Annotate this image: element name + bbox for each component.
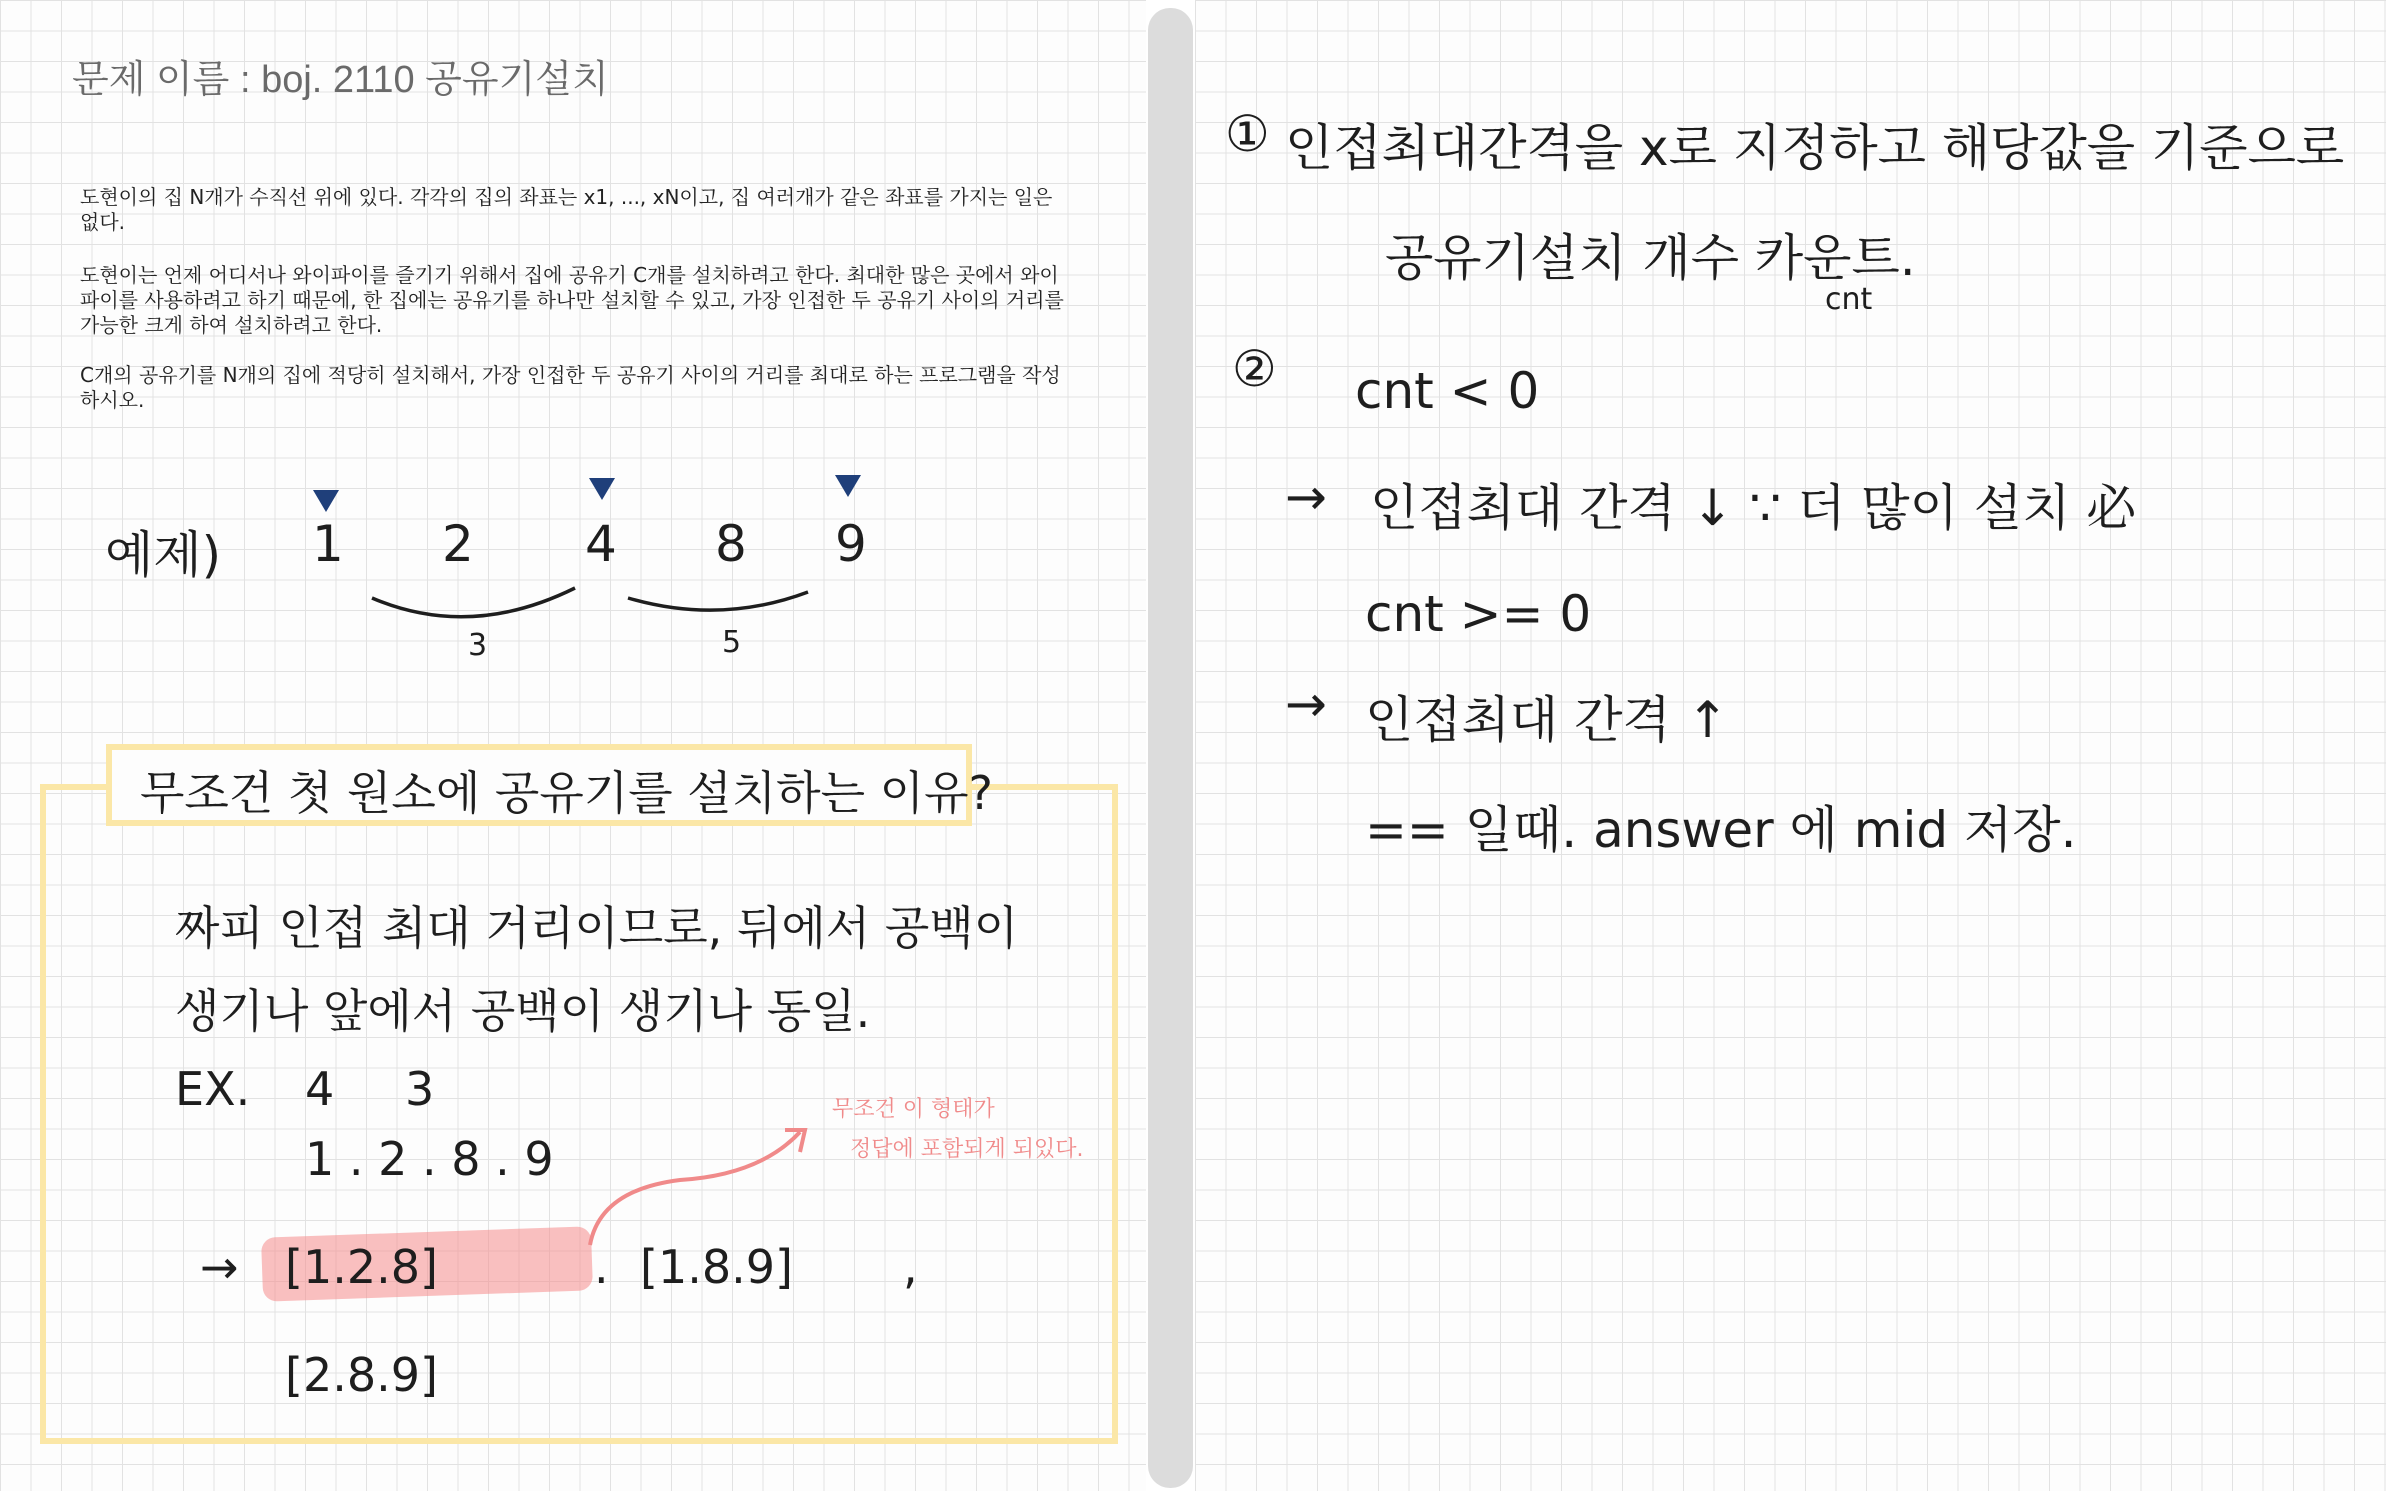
problem-paragraph-3: C개의 공유기를 N개의 집에 적당히 설치해서, 가장 인접한 두 공유기 사이의 거리를 최대로 하는 프로그램을 작성하시오. (80, 363, 1061, 412)
example-label-ex: EX. (175, 1062, 251, 1116)
result-2-arrow: → (1285, 675, 1327, 733)
result-arrow: → (200, 1240, 239, 1294)
step-1-line-2: 공유기설치 개수 카운트. (1385, 229, 1916, 287)
equality-case: == 일때. answer 에 mid 저장. (1365, 801, 2077, 859)
problem-paragraph-2: 도현이는 언제 어디서나 와이파이를 즐기기 위해서 집에 공유기 C개를 설치하려고 한다. 최대한 많은 곳에서 와이파이를 사용하려고 하기 때문에, 한 집에는 공유기를 하나만 설치할 수 있고, 가장 인접한 두 공유기 사이의 거리를 가능한 크게 하여 설치하려고 한다. (80, 263, 1064, 337)
explanation-line-1: 짜피 인접 최대 거리이므로, 뒤에서 공백이 (175, 901, 1019, 955)
example-number: 1 (312, 515, 344, 573)
separator: . (594, 1240, 609, 1294)
pink-annotation-1: 무조건 이 형태가 (832, 1097, 995, 1122)
example-number: 9 (835, 515, 867, 573)
separator: , (903, 1240, 918, 1294)
result-1: 인접최대 간격 ↓ ∵ 더 많이 설치 必 (1370, 479, 2137, 537)
result-2: 인접최대 간격 ↑ (1365, 691, 1729, 749)
example-number: 8 (715, 515, 747, 573)
explanation-line-2: 생기나 앞에서 공백이 생기나 동일. (175, 984, 871, 1038)
gap-value: 5 (722, 625, 742, 660)
pink-arrow (590, 1132, 800, 1245)
example-sequence: 1 . 2 . 8 . 9 (305, 1132, 554, 1186)
problem-title: 문제 이름 : boj. 2110 공유기설치 (72, 59, 609, 101)
example-c: 3 (405, 1062, 435, 1116)
combination-3: [2.8.9] (285, 1348, 438, 1402)
example-number: 2 (442, 515, 474, 573)
problem-paragraph-1: 도현이의 집 N개가 수직선 위에 있다. 각각의 집의 좌표는 x1, ..., xN이고, 집 여러개가 같은 좌표를 가지는 일은 없다. (80, 185, 1053, 234)
gap-arc (628, 592, 808, 610)
example-label: 예제) (105, 526, 222, 584)
example-number: 4 (585, 515, 617, 573)
result-1-arrow: → (1285, 468, 1327, 526)
condition-1: cnt < 0 (1355, 362, 1540, 420)
step-2-number: ② (1232, 340, 1277, 398)
combination-2: [1.8.9] (640, 1240, 793, 1294)
step-1-number: ① (1225, 105, 1270, 163)
step-1-line-1: 인접최대간격을 x로 지정하고 해당값을 기준으로 (1285, 119, 2345, 177)
box-question: 무조건 첫 원소에 공유기를 설치하는 이유? (140, 766, 993, 820)
example-n: 4 (305, 1062, 335, 1116)
gap-arc (372, 588, 575, 617)
pink-annotation-2: 정답에 포함되게 되있다. (850, 1137, 1084, 1162)
condition-2: cnt >= 0 (1365, 585, 1592, 643)
step-1-sub: cnt (1825, 282, 1873, 317)
gap-value: 3 (468, 628, 488, 663)
combination-1: [1.2.8] (285, 1240, 438, 1294)
